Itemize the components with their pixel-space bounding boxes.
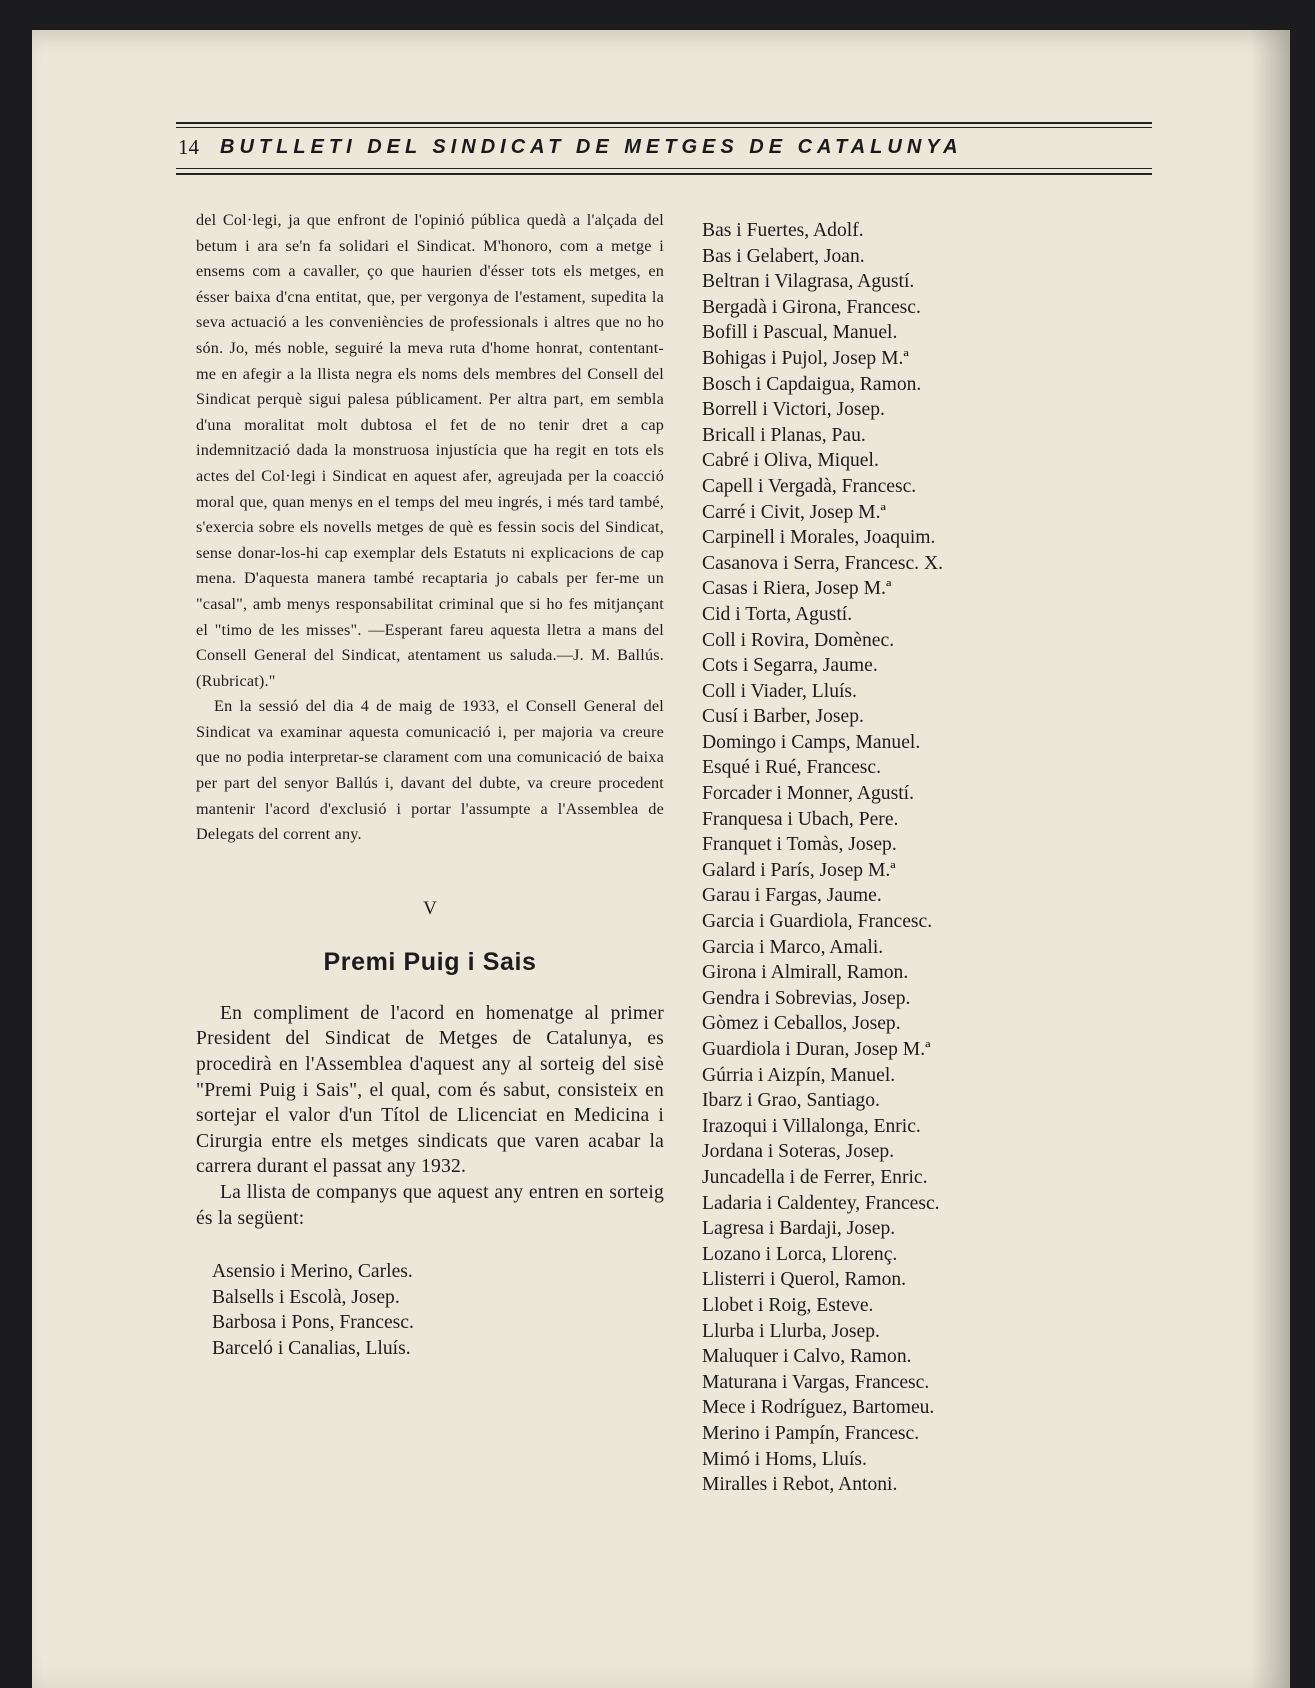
list-item: Bosch i Capdaigua, Ramon.	[702, 373, 922, 395]
list-item: Casas i Riera, Josep M.ª	[702, 578, 892, 600]
list-item: Garcia i Marco, Amali.	[702, 936, 884, 958]
names-list-right	[702, 218, 1012, 1498]
section-title: Premi Puig i Sais	[323, 947, 537, 976]
list-item: Cusí i Barber, Josep.	[702, 706, 864, 728]
header-rule-top	[176, 122, 1152, 124]
list-item: Mimó i Homs, Lluís.	[702, 1448, 867, 1470]
left-column	[196, 208, 664, 1362]
list-item: Asensio i Merino, Carles.	[212, 1261, 413, 1283]
list-item: Gúrria i Aizpín, Manuel.	[702, 1064, 896, 1086]
list-item: Bas i Gelabert, Joan.	[702, 245, 865, 267]
list-item: Bricall i Planas, Pau.	[702, 424, 866, 446]
prize-text	[196, 1001, 664, 1231]
list-item: Bofill i Pascual, Manuel.	[702, 322, 898, 344]
header-rule-bottom-outer	[176, 173, 1152, 175]
section-number: V	[423, 897, 437, 919]
list-item: Cabré i Oliva, Miquel.	[702, 450, 879, 472]
prize-paragraph: En compliment de l'acord en homenatge al primer President del Sindicat de Metges de Catalunya, es procedirà en l'Assemblea d'aquest any al sorteig del sisè "Premi Puig i Sais", el qual, com és sabut, consisteix en sortejar el valor d'un Títol de Llicenciat en Medicina i Cirurgia entre els metges sindicats que varen acabar la carrera durant el passat any 1932.	[196, 1002, 664, 1178]
list-item: Llurba i Llurba, Josep.	[702, 1320, 880, 1342]
list-item: Forcader i Monner, Agustí.	[702, 783, 914, 805]
names-list-left	[196, 1259, 664, 1361]
list-item: Girona i Almirall, Ramon.	[702, 962, 909, 984]
list-item: Guardiola i Duran, Josep M.ª	[702, 1039, 931, 1060]
list-item: Barceló i Canalias, Lluís.	[212, 1337, 411, 1359]
list-item: Barbosa i Pons, Francesc.	[212, 1312, 414, 1334]
list-item: Lozano i Lorca, Llorenç.	[702, 1243, 898, 1265]
list-item: Franquesa i Ubach, Pere.	[702, 808, 899, 830]
list-item: Beltran i Vilagrasa, Agustí.	[702, 271, 915, 293]
list-item: Miralles i Rebot, Antoni.	[702, 1474, 898, 1496]
list-item: Galard i París, Josep M.ª	[702, 859, 896, 881]
list-item: Garcia i Guardiola, Francesc.	[702, 911, 933, 933]
list-intro-paragraph: La llista de companys que aquest any entren en sorteig és la següent:	[196, 1182, 664, 1229]
running-title: BUTLLETI DEL SINDICAT DE METGES DE CATALUNYA	[220, 135, 963, 158]
page-fold-shadow	[1250, 30, 1290, 1688]
list-item: Cots i Segarra, Jaume.	[702, 655, 878, 677]
list-item: Maluquer i Calvo, Ramon.	[702, 1346, 912, 1368]
page-number: 14	[178, 134, 199, 159]
list-item: Coll i Viader, Lluís.	[702, 680, 857, 702]
list-item: Carpinell i Morales, Joaquim.	[702, 527, 936, 549]
list-item: Borrell i Victori, Josep.	[702, 399, 885, 421]
running-header	[176, 131, 1152, 163]
list-item: Jordana i Soteras, Josep.	[702, 1141, 895, 1163]
list-item: Gendra i Sobrevias, Josep.	[702, 987, 911, 1009]
list-item: Capell i Vergadà, Francesc.	[702, 475, 917, 497]
list-item: Maturana i Vargas, Francesc.	[702, 1371, 930, 1393]
list-item: Balsells i Escolà, Josep.	[212, 1286, 400, 1308]
list-item: Gòmez i Ceballos, Josep.	[702, 1013, 901, 1035]
list-item: Domingo i Camps, Manuel.	[702, 731, 921, 753]
list-item: Ibarz i Grao, Santiago.	[702, 1090, 880, 1112]
list-item: Bergadà i Girona, Francesc.	[702, 296, 921, 318]
list-item: Irazoqui i Villalonga, Enric.	[702, 1115, 921, 1137]
list-item: Juncadella i de Ferrer, Enric.	[702, 1166, 928, 1188]
list-item: Garau i Fargas, Jaume.	[702, 885, 882, 907]
header-rule-bottom	[176, 168, 1152, 169]
letter-paragraph: del Col·legi, ja que enfront de l'opinió pública quedà a l'alçada del betum i ara se'n fa solidari el Sindicat. M'honoro, com a metge i ensems com a cavaller, ço que haurien d'ésser tots els metges, en ésser baixa d'cna entitat, que, per vergonya de l'estament, supedita la seva actuació a les conveniències de professionals i altres que no ho són. Jo, més noble, seguiré la meva ruta d'home honrat, contentant-me en afegir a la llista negra els noms dels membres del Consell del Sindicat perquè sigui palesa públicament. Per altra part, em sembla d'una moralitat molt dubtosa el fet de no tenir dret a cap indemnització dada la monstruosa injustícia que ha regit en tots els actes del Col·legi i Sindicat en aquest afer, agreujada per la coacció moral que, quan menys en el temps del meu ingrés, i més tard també, s'exercia sobre els novells metges de què es fessin socis del Sindicat, sense donar-los-hi cap exemplar dels Estatuts ni explicacions de cap mena. D'aquesta manera també recaptaria jo cabals per fer-me un "casal", amb menys responsabilitat criminal que si ho fes mitjançant el "timo de les misses". —Esperant fareu aquesta lletra a mans del Consell General del Sindicat, atentament us saluda.—J. M. Ballús. (Rubricat)."	[196, 211, 664, 690]
list-item: Coll i Rovira, Domènec.	[702, 629, 895, 651]
list-item: Llobet i Roig, Esteve.	[702, 1294, 874, 1316]
list-item: Mece i Rodríguez, Bartomeu.	[702, 1397, 935, 1419]
header-rule-top-inner	[176, 127, 1152, 128]
list-item: Esqué i Rué, Francesc.	[702, 757, 882, 779]
list-item: Llisterri i Querol, Ramon.	[702, 1269, 907, 1291]
list-item: Franquet i Tomàs, Josep.	[702, 834, 897, 856]
list-item: Merino i Pampín, Francesc.	[702, 1422, 920, 1444]
list-item: Bohigas i Pujol, Josep M.ª	[702, 347, 909, 369]
council-paragraph: En la sessió del dia 4 de maig de 1933, el Consell General del Sindicat va examinar aquesta comunicació i, per majoria va creure que no podia interpretar-se clarament com una comunicació de baixa per part del senyor Ballús i, davant del dubte, va creure procedent mantenir l'acord d'exclusió i portar l'assumpte a l'Assemblea de Delegats del corrent any.	[196, 697, 664, 844]
list-item: Carré i Civit, Josep M.ª	[702, 501, 886, 523]
letter-text	[196, 208, 664, 848]
list-item: Casanova i Serra, Francesc. X.	[702, 552, 944, 574]
list-item: Lagresa i Bardaji, Josep.	[702, 1218, 896, 1240]
list-item: Ladaria i Caldentey, Francesc.	[702, 1192, 940, 1214]
list-item: Cid i Torta, Agustí.	[702, 603, 853, 625]
list-item: Bas i Fuertes, Adolf.	[702, 220, 864, 241]
